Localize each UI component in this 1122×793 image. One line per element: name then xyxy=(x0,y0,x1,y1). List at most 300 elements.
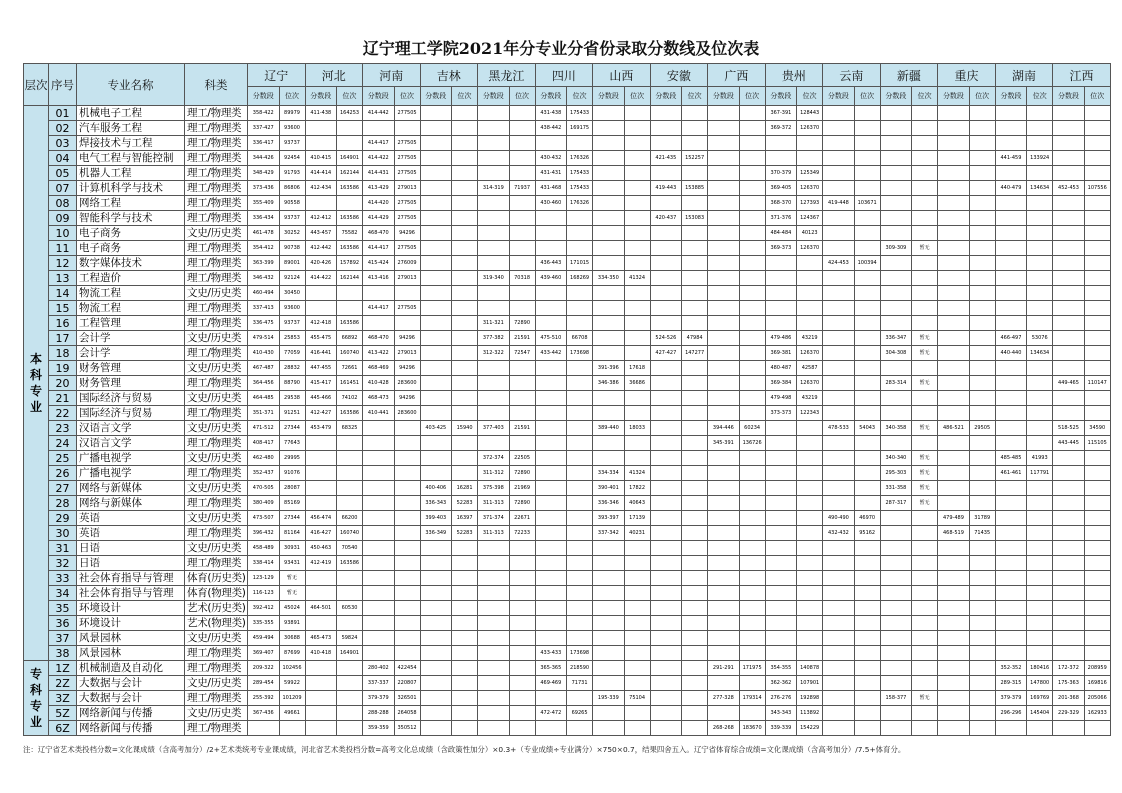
score-range-cell: 380-409 xyxy=(248,496,280,511)
rank-cell xyxy=(1027,301,1053,316)
rank-cell: 326501 xyxy=(394,691,420,706)
score-range-cell: 414-429 xyxy=(363,211,395,226)
score-range-cell xyxy=(938,196,970,211)
rank-cell xyxy=(452,316,478,331)
score-range-cell xyxy=(363,121,395,136)
score-range-cell xyxy=(823,616,855,631)
rank-cell xyxy=(509,376,535,391)
major-name: 机械电子工程 xyxy=(77,106,185,121)
score-range-cell xyxy=(995,196,1027,211)
rank-cell: 277505 xyxy=(394,301,420,316)
rank-cell xyxy=(394,466,420,481)
score-range-cell: 424-453 xyxy=(823,256,855,271)
major-code: 33 xyxy=(49,571,77,586)
score-range-cell xyxy=(363,436,395,451)
rank-cell xyxy=(739,331,765,346)
score-range-cell xyxy=(995,436,1027,451)
major-category: 理工/物理类 xyxy=(185,346,248,361)
score-range-cell xyxy=(823,226,855,241)
rank-cell: 21591 xyxy=(509,421,535,436)
major-category: 文史/历史类 xyxy=(185,451,248,466)
rank-cell: 40231 xyxy=(624,526,650,541)
score-range-cell: 373-436 xyxy=(248,181,280,196)
rank-cell: 171975 xyxy=(739,661,765,676)
major-category: 体育(历史类) xyxy=(185,571,248,586)
score-range-cell xyxy=(535,211,567,226)
rank-cell xyxy=(797,631,823,646)
score-range-cell xyxy=(1053,211,1085,226)
rank-cell: 87699 xyxy=(279,646,305,661)
score-range-cell xyxy=(420,376,452,391)
table-row xyxy=(24,451,1111,466)
rank-cell xyxy=(682,601,708,616)
score-range-cell xyxy=(880,226,912,241)
rank-cell xyxy=(739,316,765,331)
score-range-cell xyxy=(650,496,682,511)
score-range-cell xyxy=(995,616,1027,631)
rank-cell xyxy=(682,676,708,691)
score-range-cell: 461-461 xyxy=(995,466,1027,481)
score-range-cell xyxy=(995,646,1027,661)
rank-cell xyxy=(1084,406,1110,421)
score-range-cell xyxy=(305,436,337,451)
rank-cell xyxy=(394,586,420,601)
major-name: 会计学 xyxy=(77,346,185,361)
rank-cell xyxy=(624,301,650,316)
score-range-cell xyxy=(420,331,452,346)
score-range-cell: 280-402 xyxy=(363,661,395,676)
score-range-cell xyxy=(478,601,510,616)
score-range-cell xyxy=(995,316,1027,331)
score-range-cell xyxy=(1053,526,1085,541)
header-level: 层次 xyxy=(24,64,49,106)
score-range-cell xyxy=(650,481,682,496)
score-range-cell: 416-427 xyxy=(305,526,337,541)
rank-cell: 16397 xyxy=(452,511,478,526)
rank-cell xyxy=(682,511,708,526)
rank-cell xyxy=(1084,571,1110,586)
score-range-cell xyxy=(938,556,970,571)
score-range-cell xyxy=(765,151,797,166)
score-range-cell: 348-429 xyxy=(248,166,280,181)
score-range-cell: 433-433 xyxy=(535,646,567,661)
score-range-cell xyxy=(880,256,912,271)
score-range-cell: 413-422 xyxy=(363,346,395,361)
major-name: 电子商务 xyxy=(77,226,185,241)
province-header: 广西 xyxy=(708,64,766,87)
score-range-cell xyxy=(593,631,625,646)
rank-cell: 30931 xyxy=(279,541,305,556)
rank-cell xyxy=(969,466,995,481)
score-range-cell: 338-414 xyxy=(248,556,280,571)
rank-cell xyxy=(567,376,593,391)
score-range-cell xyxy=(650,706,682,721)
rank-cell: 93737 xyxy=(279,211,305,226)
rank-cell: 28832 xyxy=(279,361,305,376)
rank-cell xyxy=(624,706,650,721)
score-range-cell xyxy=(823,136,855,151)
rank-cell xyxy=(509,571,535,586)
score-range-cell xyxy=(593,196,625,211)
rank-cell xyxy=(1084,496,1110,511)
rank-cell: 17139 xyxy=(624,511,650,526)
score-range-cell xyxy=(938,586,970,601)
score-range-cell: 432-432 xyxy=(823,526,855,541)
score-range-cell xyxy=(823,121,855,136)
score-range-cell xyxy=(535,241,567,256)
rank-cell xyxy=(567,556,593,571)
score-range-cell xyxy=(823,346,855,361)
score-range-cell: 352-352 xyxy=(995,661,1027,676)
rank-cell xyxy=(1084,316,1110,331)
rank-cell xyxy=(1027,106,1053,121)
rank-cell xyxy=(509,211,535,226)
score-range-cell xyxy=(1053,556,1085,571)
rank-cell xyxy=(912,676,938,691)
rank-cell: 126370 xyxy=(797,376,823,391)
rank-cell xyxy=(394,511,420,526)
rank-cell: 277505 xyxy=(394,106,420,121)
province-header: 江西 xyxy=(1053,64,1111,87)
score-range-cell xyxy=(765,616,797,631)
rank-cell xyxy=(452,586,478,601)
rank-cell: 163586 xyxy=(337,241,363,256)
rank-cell: 127393 xyxy=(797,196,823,211)
score-range-cell: 373-373 xyxy=(765,406,797,421)
rank-cell xyxy=(854,556,880,571)
rank-cell: 暂无 xyxy=(912,346,938,361)
score-range-cell: 410-441 xyxy=(363,406,395,421)
score-range-cell xyxy=(593,316,625,331)
rank-cell xyxy=(567,601,593,616)
rank-cell xyxy=(1027,121,1053,136)
rank-cell xyxy=(452,721,478,736)
rank-cell xyxy=(567,616,593,631)
rank-cell xyxy=(624,346,650,361)
major-name: 网络与新媒体 xyxy=(77,481,185,496)
rank-cell: 163586 xyxy=(337,316,363,331)
rank-cell xyxy=(739,376,765,391)
score-range-cell xyxy=(420,406,452,421)
score-range-cell: 359-359 xyxy=(363,721,395,736)
score-range-cell xyxy=(650,511,682,526)
score-range-cell xyxy=(478,121,510,136)
rank-cell xyxy=(624,721,650,736)
table-row xyxy=(24,496,1111,511)
score-range-cell xyxy=(1053,196,1085,211)
score-range-cell xyxy=(880,646,912,661)
score-range-cell: 440-479 xyxy=(995,181,1027,196)
rank-cell: 81164 xyxy=(279,526,305,541)
score-range-cell xyxy=(420,391,452,406)
rank-cell xyxy=(567,136,593,151)
score-range-cell xyxy=(1053,226,1085,241)
rank-header: 位次 xyxy=(682,87,708,106)
score-range-cell: 470-505 xyxy=(248,481,280,496)
rank-cell xyxy=(567,211,593,226)
major-name: 汉语言文学 xyxy=(77,436,185,451)
major-code: 28 xyxy=(49,496,77,511)
score-range-cell xyxy=(880,106,912,121)
rank-cell xyxy=(1084,271,1110,286)
rank-cell: 16281 xyxy=(452,481,478,496)
score-range-cell xyxy=(363,601,395,616)
major-category: 文史/历史类 xyxy=(185,421,248,436)
rank-cell: 72547 xyxy=(509,346,535,361)
score-range-header: 分数段 xyxy=(1053,87,1085,106)
rank-cell xyxy=(854,466,880,481)
rank-cell xyxy=(912,106,938,121)
rank-cell xyxy=(509,196,535,211)
rank-cell xyxy=(567,436,593,451)
score-range-cell: 414-417 xyxy=(363,241,395,256)
score-range-cell xyxy=(420,226,452,241)
major-code: 07 xyxy=(49,181,77,196)
score-range-cell xyxy=(363,586,395,601)
score-range-cell xyxy=(1053,586,1085,601)
rank-cell xyxy=(1084,136,1110,151)
rank-cell xyxy=(624,196,650,211)
rank-cell xyxy=(452,136,478,151)
rank-cell xyxy=(509,106,535,121)
score-range-cell xyxy=(593,661,625,676)
score-range-cell xyxy=(765,646,797,661)
score-range-cell: 414-442 xyxy=(363,106,395,121)
major-category: 理工/物理类 xyxy=(185,556,248,571)
major-code: 04 xyxy=(49,151,77,166)
rank-cell: 183670 xyxy=(739,721,765,736)
rank-cell: 90738 xyxy=(279,241,305,256)
score-range-cell xyxy=(823,106,855,121)
rank-cell xyxy=(1084,286,1110,301)
score-range-cell xyxy=(650,196,682,211)
score-range-cell: 453-479 xyxy=(305,421,337,436)
rank-cell xyxy=(797,616,823,631)
score-range-cell: 485-485 xyxy=(995,451,1027,466)
rank-cell: 75582 xyxy=(337,226,363,241)
rank-cell xyxy=(739,151,765,166)
score-range-cell xyxy=(995,211,1027,226)
rank-cell xyxy=(567,421,593,436)
score-range-cell xyxy=(363,481,395,496)
score-range-cell: 354-355 xyxy=(765,661,797,676)
table-row xyxy=(24,301,1111,316)
rank-cell xyxy=(969,166,995,181)
rank-cell xyxy=(912,151,938,166)
rank-cell xyxy=(624,661,650,676)
score-range-cell: 268-268 xyxy=(708,721,740,736)
rank-cell: 72890 xyxy=(509,466,535,481)
score-range-cell: 475-510 xyxy=(535,331,567,346)
rank-cell xyxy=(509,601,535,616)
rank-cell xyxy=(682,706,708,721)
major-category: 文史/历史类 xyxy=(185,391,248,406)
score-range-cell xyxy=(593,106,625,121)
major-name: 网络工程 xyxy=(77,196,185,211)
rank-cell: 277505 xyxy=(394,196,420,211)
score-range-cell xyxy=(708,556,740,571)
score-range-cell: 490-490 xyxy=(823,511,855,526)
score-range-cell xyxy=(420,286,452,301)
rank-cell: 161451 xyxy=(337,376,363,391)
score-range-cell xyxy=(1053,301,1085,316)
score-range-cell xyxy=(1053,541,1085,556)
major-category: 理工/物理类 xyxy=(185,301,248,316)
major-category: 文史/历史类 xyxy=(185,286,248,301)
rank-cell xyxy=(567,226,593,241)
score-range-cell: 410-415 xyxy=(305,151,337,166)
score-range-cell: 369-381 xyxy=(765,346,797,361)
score-range-cell xyxy=(1053,286,1085,301)
score-range-cell xyxy=(1053,721,1085,736)
rank-cell: 136726 xyxy=(739,436,765,451)
rank-header: 位次 xyxy=(279,87,305,106)
major-name: 国际经济与贸易 xyxy=(77,406,185,421)
score-range-cell xyxy=(765,271,797,286)
score-range-cell xyxy=(593,151,625,166)
rank-cell: 25853 xyxy=(279,331,305,346)
score-range-cell xyxy=(363,466,395,481)
score-range-cell xyxy=(765,256,797,271)
score-range-cell xyxy=(420,556,452,571)
rank-cell xyxy=(969,196,995,211)
rank-cell xyxy=(969,586,995,601)
score-range-cell xyxy=(650,361,682,376)
score-range-cell xyxy=(478,586,510,601)
score-range-header: 分数段 xyxy=(248,87,280,106)
score-range-cell xyxy=(420,661,452,676)
province-header: 辽宁 xyxy=(248,64,306,87)
score-range-cell: 255-392 xyxy=(248,691,280,706)
score-range-cell xyxy=(995,241,1027,256)
rank-cell xyxy=(337,676,363,691)
major-name: 机械制造及自动化 xyxy=(77,661,185,676)
rank-cell xyxy=(624,286,650,301)
score-range-header: 分数段 xyxy=(938,87,970,106)
rank-cell xyxy=(624,676,650,691)
score-range-cell: 377-382 xyxy=(478,331,510,346)
rank-cell xyxy=(682,121,708,136)
table-row xyxy=(24,631,1111,646)
score-range-cell: 466-497 xyxy=(995,331,1027,346)
score-range-cell xyxy=(478,406,510,421)
rank-cell xyxy=(912,601,938,616)
rank-cell xyxy=(452,661,478,676)
score-range-cell xyxy=(535,556,567,571)
score-range-cell xyxy=(478,241,510,256)
rank-cell xyxy=(1084,391,1110,406)
rank-cell xyxy=(394,646,420,661)
score-range-cell xyxy=(650,556,682,571)
major-code: 02 xyxy=(49,121,77,136)
rank-header: 位次 xyxy=(739,87,765,106)
score-range-cell xyxy=(593,721,625,736)
rank-cell xyxy=(797,481,823,496)
score-range-cell xyxy=(708,496,740,511)
rank-cell xyxy=(854,346,880,361)
score-range-cell xyxy=(535,631,567,646)
score-range-cell xyxy=(995,721,1027,736)
score-range-cell: 419-443 xyxy=(650,181,682,196)
score-range-cell: 414-417 xyxy=(363,301,395,316)
score-range-cell: 291-291 xyxy=(708,661,740,676)
score-range-cell: 312-322 xyxy=(478,346,510,361)
major-category: 理工/物理类 xyxy=(185,166,248,181)
rank-cell xyxy=(1084,526,1110,541)
rank-cell: 134634 xyxy=(1027,346,1053,361)
score-range-cell: 311-312 xyxy=(478,466,510,481)
rank-cell xyxy=(854,571,880,586)
rank-cell xyxy=(1084,196,1110,211)
score-range-cell xyxy=(363,616,395,631)
rank-cell xyxy=(739,706,765,721)
score-range-cell: 478-533 xyxy=(823,421,855,436)
rank-cell: 283600 xyxy=(394,406,420,421)
rank-cell xyxy=(337,451,363,466)
score-range-cell xyxy=(880,301,912,316)
rank-cell: 89001 xyxy=(279,256,305,271)
rank-cell xyxy=(969,721,995,736)
rank-cell xyxy=(509,166,535,181)
rank-cell xyxy=(1027,511,1053,526)
rank-cell xyxy=(739,361,765,376)
rank-cell xyxy=(969,571,995,586)
score-range-cell xyxy=(535,361,567,376)
major-name: 电气工程与智能控制 xyxy=(77,151,185,166)
score-range-cell xyxy=(823,391,855,406)
rank-cell: 153885 xyxy=(682,181,708,196)
rank-cell: 45024 xyxy=(279,601,305,616)
rank-cell xyxy=(969,676,995,691)
score-range-cell xyxy=(995,391,1027,406)
rank-header: 位次 xyxy=(797,87,823,106)
score-range-cell xyxy=(363,631,395,646)
score-range-cell xyxy=(708,301,740,316)
score-range-cell xyxy=(995,601,1027,616)
score-range-cell: 369-407 xyxy=(248,646,280,661)
rank-cell xyxy=(1027,361,1053,376)
score-range-cell xyxy=(880,211,912,226)
rank-cell xyxy=(509,226,535,241)
score-range-cell xyxy=(1053,646,1085,661)
rank-cell: 147277 xyxy=(682,346,708,361)
rank-cell xyxy=(394,451,420,466)
rank-cell: 164253 xyxy=(337,106,363,121)
score-range-cell xyxy=(938,136,970,151)
score-range-cell: 465-473 xyxy=(305,631,337,646)
rank-cell xyxy=(739,181,765,196)
score-range-cell xyxy=(823,406,855,421)
rank-cell: 72233 xyxy=(509,526,535,541)
score-range-cell xyxy=(938,646,970,661)
rank-cell xyxy=(1027,391,1053,406)
score-range-cell xyxy=(938,706,970,721)
score-range-cell xyxy=(1053,241,1085,256)
rank-cell: 100394 xyxy=(854,256,880,271)
rank-cell xyxy=(1027,136,1053,151)
rank-cell xyxy=(452,226,478,241)
rank-cell: 暂无 xyxy=(912,466,938,481)
admission-score-table xyxy=(23,63,1111,736)
score-range-cell xyxy=(708,646,740,661)
table-row xyxy=(24,406,1111,421)
rank-cell xyxy=(1027,166,1053,181)
table-row xyxy=(24,616,1111,631)
score-range-cell: 355-409 xyxy=(248,196,280,211)
major-category: 文史/历史类 xyxy=(185,676,248,691)
rank-cell xyxy=(912,526,938,541)
rank-cell xyxy=(1084,631,1110,646)
